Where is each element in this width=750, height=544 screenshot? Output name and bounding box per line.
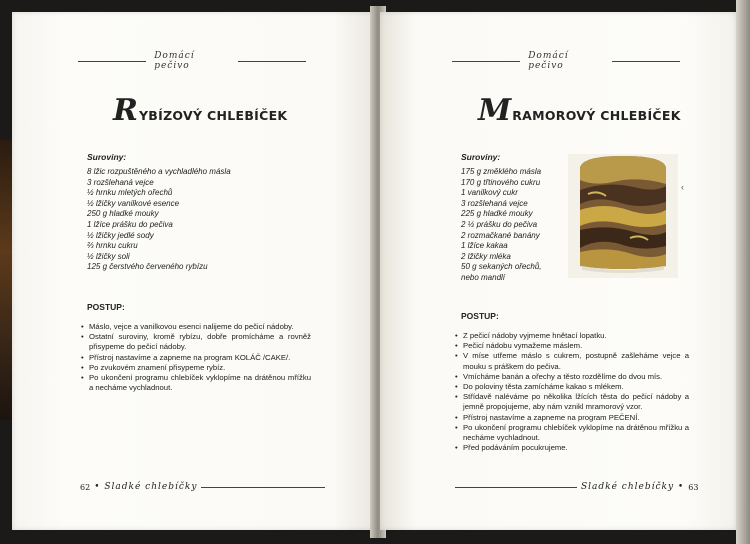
marble-bread-photo xyxy=(568,154,678,278)
left-recipe-title xyxy=(113,93,288,128)
ingredient-item: ⅔ hrnku cukru xyxy=(87,241,138,251)
step-item: • V míse utřeme máslo s cukrem, postupně zašleháme vejce a mouku s práškem do pečiva. xyxy=(463,351,689,371)
left-ingredients-label: Suroviny: xyxy=(87,152,127,162)
left-steps-label: POSTUP: xyxy=(87,302,125,312)
title-text: YBÍZOVÝ CHLEBÍČEK xyxy=(138,108,288,123)
footer-text: • Sladké chlebíčky xyxy=(94,482,198,492)
ingredient-item: nebo mandlí xyxy=(461,272,506,282)
ingredient-item: 125 g čerstvého červeného rybízu xyxy=(87,262,208,272)
ingredient-item: ½ lžičky vanilkové esence xyxy=(87,198,180,208)
ingredient-item: 1 lžíce prášku do pečiva xyxy=(87,219,173,229)
ingredient-item: 3 rozšlehaná vejce xyxy=(461,198,528,208)
ingredient-item: ½ lžičky jedlé sody xyxy=(87,230,154,240)
right-steps-label: POSTUP: xyxy=(461,311,499,321)
footer-rule xyxy=(455,487,577,488)
footer-rule xyxy=(201,487,325,488)
page-number: 62 xyxy=(80,482,91,492)
left-page-header xyxy=(78,51,306,71)
ingredient-item: ½ hrnku mletých ořechů xyxy=(87,188,173,198)
step-item: • Střídavě naléváme po několika lžících těsta do pečicí nádoby a jemně propojujeme, aby nám vznikl mramorový vzor. xyxy=(463,392,689,412)
footer-text: Sladké chlebíčky • xyxy=(581,482,685,492)
ingredient-item: 2 ½ prášku do pečiva xyxy=(461,219,538,229)
step-item: • Přístroj nastavíme a zapneme na program PEČENÍ. xyxy=(463,413,689,423)
right-page-header xyxy=(452,51,680,71)
step-item: • Vmícháme banán a ořechy a těsto rozdělíme do dvou mís. xyxy=(463,372,689,382)
step-item: • Ostatní suroviny, kromě rybízu, dobře promícháme a rovněž přisypeme do pečicí nádoby. xyxy=(89,332,311,352)
title-text: RAMOROVÝ CHLEBÍČEK xyxy=(512,108,681,123)
ingredient-item: 2 lžičky mléka xyxy=(461,251,511,261)
header-rule xyxy=(452,61,520,62)
left-ingredients-list xyxy=(87,167,287,273)
left-page-footer xyxy=(80,482,325,492)
step-item: • Přístroj nastavíme a zapneme na program KOLÁČ /CAKE/. xyxy=(89,353,311,363)
right-steps-list xyxy=(455,331,689,453)
step-item: • Po zvukovém znamení přisypeme rybíz. xyxy=(89,363,311,373)
step-item: • Z pečicí nádoby vyjmeme hnětací lopatku. xyxy=(463,331,689,341)
book-edge-right xyxy=(736,0,750,544)
right-page-footer xyxy=(455,482,698,492)
ingredient-item: 170 g třtinového cukru xyxy=(461,177,541,187)
marble-bread-image xyxy=(568,154,678,278)
step-item: • Pečicí nádobu vymažeme máslem. xyxy=(463,341,689,351)
title-initial: M xyxy=(478,93,512,128)
step-item: • Po ukončení programu chlebíček vyklopíme na drátěnou mřížku a necháme vychladnout. xyxy=(463,423,689,443)
header-rule xyxy=(78,61,146,62)
left-steps-list xyxy=(81,322,311,393)
ingredient-item: 225 g hladké mouky xyxy=(461,209,533,219)
header-text: Domácí pečivo xyxy=(154,51,195,71)
ingredient-item: ½ lžičky soli xyxy=(87,251,130,261)
page-number: 63 xyxy=(688,482,699,492)
ingredient-item: 8 lžic rozpuštěného a vychladlého másla xyxy=(87,167,231,176)
step-item: • Máslo, vejce a vanilkovou esenci nalijeme do pečicí nádoby. xyxy=(89,322,311,332)
ingredient-item: 250 g hladké mouky xyxy=(87,209,159,219)
ingredient-item: 1 lžíce kakaa xyxy=(461,241,508,251)
ingredient-item: 1 vanilkový cukr xyxy=(461,188,518,198)
title-initial: R xyxy=(113,93,138,128)
ingredient-item: 2 rozmačkané banány xyxy=(461,230,540,240)
step-item: • Do poloviny těsta zamícháme kakao s mlékem. xyxy=(463,382,689,392)
step-item: • Před podáváním pocukrujeme. xyxy=(463,443,689,453)
right-ingredients-label: Suroviny: xyxy=(461,152,501,162)
scan-mark: ‹ xyxy=(681,182,684,192)
right-recipe-title xyxy=(478,93,681,128)
ingredient-item: 175 g změklého másla xyxy=(461,167,542,176)
ingredient-item: 3 rozšlehaná vejce xyxy=(87,177,154,187)
step-item: • Po ukončení programu chlebíček vyklopíme na drátěnou mřížku a necháme vychladnout. xyxy=(89,373,311,393)
header-text: Domácí pečivo xyxy=(528,51,569,71)
ingredient-item: 50 g sekaných ořechů, xyxy=(461,262,542,272)
header-rule xyxy=(612,61,680,62)
right-ingredients-list xyxy=(461,167,571,284)
header-rule xyxy=(238,61,306,62)
